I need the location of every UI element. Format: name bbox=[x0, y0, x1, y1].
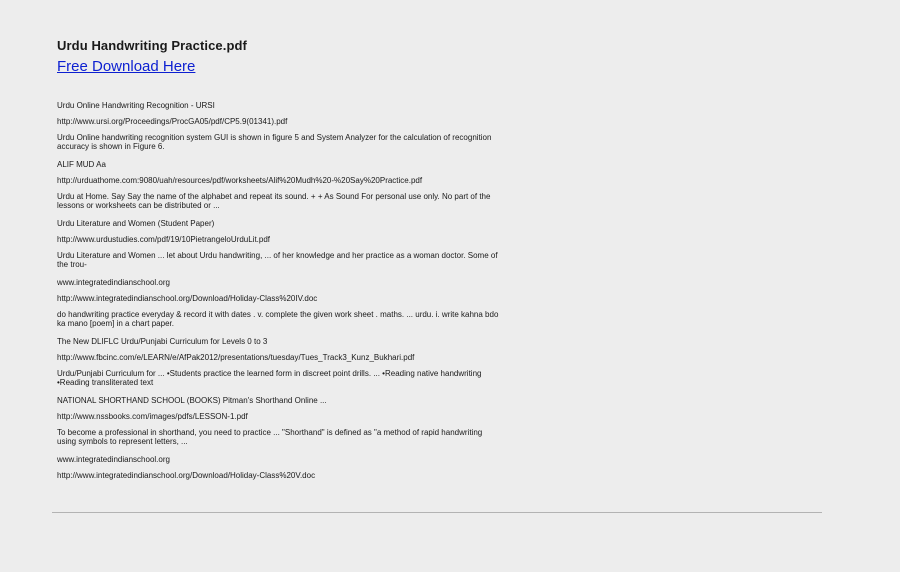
result-title: Urdu Online Handwriting Recognition - URSI bbox=[57, 101, 215, 110]
bottom-divider bbox=[52, 512, 822, 513]
result-item bbox=[57, 396, 852, 446]
result-url[interactable]: http://www.fbcinc.com/e/LEARN/e/AfPak2012/presentations/tuesday/Tues_Track3_Kunz_Bukhari.pdf bbox=[57, 353, 415, 362]
result-url[interactable]: http://urduathome.com:9080/uah/resources/pdf/worksheets/Alif%20Mudh%20-%20Say%20Practice.pdf bbox=[57, 176, 423, 185]
result-title: The New DLIFLC Urdu/Punjabi Curriculum for Levels 0 to 3 bbox=[57, 337, 268, 346]
result-url[interactable]: http://www.nssbooks.com/images/pdfs/LESSON-1.pdf bbox=[57, 412, 248, 421]
result-url[interactable]: http://www.urdustudies.com/pdf/19/10PietrangeloUrduLit.pdf bbox=[57, 235, 271, 244]
result-item bbox=[57, 337, 852, 387]
free-download-link[interactable]: Free Download Here bbox=[57, 58, 196, 75]
result-url[interactable]: http://www.ursi.org/Proceedings/ProcGA05/pdf/CP5.9(01341).pdf bbox=[57, 117, 288, 126]
result-snippet: Urdu Literature and Women ... let about Urdu handwriting, ... of her knowledge and her practice as a woman doctor. Some of the trou- bbox=[57, 251, 498, 269]
result-title: www.integratedindianschool.org bbox=[57, 455, 170, 464]
result-snippet: do handwriting practice everyday & record it with dates . v. complete the given work sheet . maths. ... urdu. i. write kahna bdo ka mano [poem] in a chart paper. bbox=[57, 310, 499, 328]
result-item bbox=[57, 101, 852, 151]
result-url[interactable]: http://www.integratedindianschool.org/Download/Holiday-Class%20IV.doc bbox=[57, 294, 318, 303]
result-item bbox=[57, 160, 852, 210]
result-url[interactable]: http://www.integratedindianschool.org/Download/Holiday-Class%20V.doc bbox=[57, 471, 316, 480]
result-snippet: Urdu Online handwriting recognition system GUI is shown in figure 5 and System Analyzer for the calculation of recognition accuracy is shown in Figure 6. bbox=[57, 133, 492, 151]
result-title: www.integratedindianschool.org bbox=[57, 278, 170, 287]
result-item bbox=[57, 455, 852, 481]
result-snippet: To become a professional in shorthand, you need to practice ... "Shorthand" is defined as "a method of rapid handwriting using symbols to represent letters, ... bbox=[57, 428, 483, 446]
result-snippet: Urdu/Punjabi Curriculum for ... •Students practice the learned form in discreet point drills. ... •Reading native handwriting •Reading transliterated text bbox=[57, 369, 482, 387]
result-title: Urdu Literature and Women (Student Paper) bbox=[57, 219, 215, 228]
result-item bbox=[57, 219, 852, 269]
results-list bbox=[57, 101, 852, 481]
result-title: NATIONAL SHORTHAND SCHOOL (BOOKS) Pitman's Shorthand Online ... bbox=[57, 396, 327, 405]
result-snippet: Urdu at Home. Say Say the name of the alphabet and repeat its sound. + + As Sound For personal use only. No part of the lessons or worksheets can be distributed or ... bbox=[57, 192, 491, 210]
result-item bbox=[57, 278, 852, 328]
result-title: ALIF MUD Aa bbox=[57, 160, 106, 169]
document-title: Urdu Handwriting Practice.pdf bbox=[57, 38, 247, 53]
